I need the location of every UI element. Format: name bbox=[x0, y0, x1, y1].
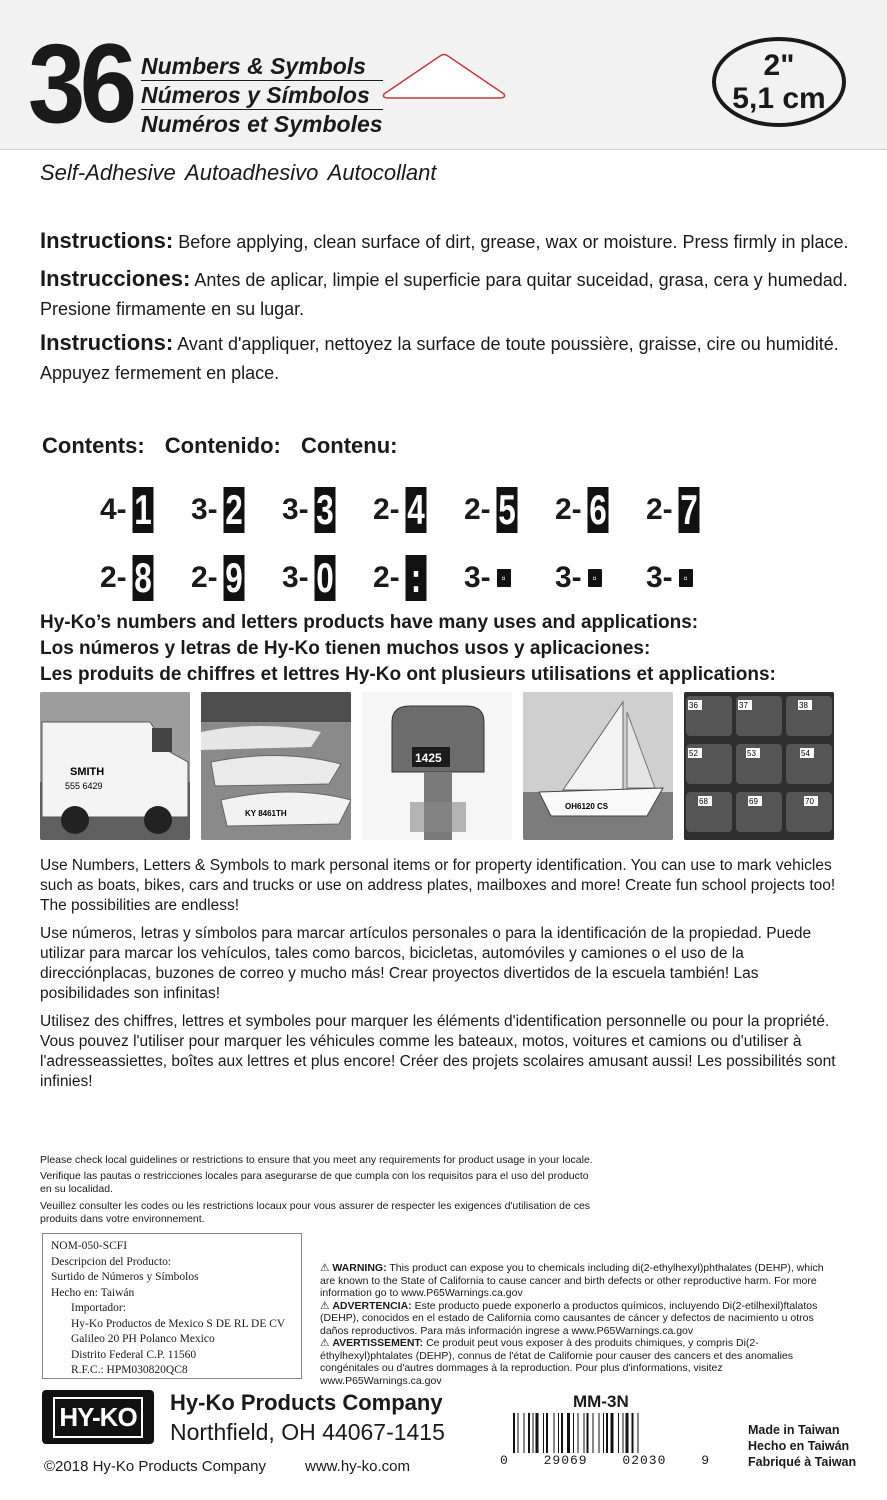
contents-item: 2- 5 bbox=[464, 486, 516, 533]
application-photos bbox=[40, 692, 860, 840]
size-centimeters: 5,1 cm bbox=[732, 82, 826, 115]
contents-item: 2- 8 bbox=[100, 554, 152, 601]
svg-text:38: 38 bbox=[799, 701, 808, 710]
warning-triangle-icon: ⚠ bbox=[320, 1262, 330, 1274]
mailbox-illustration bbox=[362, 692, 512, 840]
contents-item: 2- 7 bbox=[646, 486, 698, 533]
title-english: Numbers & Symbols bbox=[141, 52, 383, 81]
instructions-text: Avant d'appliquer, nettoyez la surface de toute poussière, graisse, cire ou humidité. Appuyez fermement en place. bbox=[40, 334, 839, 383]
contents-item: 2- : bbox=[373, 548, 464, 608]
contents-item: 3- 3 bbox=[282, 486, 334, 533]
warning-english: ⚠ WARNING: This product can expose you to chemicals including di(2-ethylhexyl)phthalates (DEHP), which are known to the State of California to cause cancer and birth defects or other reproductive harm. For more information go to www.P65Warnings.ca.gov bbox=[320, 1262, 824, 1299]
sailboat-photo bbox=[523, 692, 673, 840]
svg-text:555 6429: 555 6429 bbox=[65, 781, 103, 791]
instructions-english bbox=[40, 226, 860, 257]
svg-text:OH6120 CS: OH6120 CS bbox=[565, 802, 609, 811]
mailbox-photo bbox=[362, 692, 512, 840]
import-info-box: NOM-050-SCFI Descripcion del Producto: Surtido de Números y Símbolos Hecho en: Taiwán Importador: Hy-Ko Productos de Mexico S DE RL DE CV Galileo 20 PH Polanco Mexico Distrito Federal C.P. 11560 R.F.C.: HPM030820QC8 bbox=[42, 1233, 302, 1379]
warning-french: ⚠ AVERTISSEMENT: Ce produit peut vous exposer à des produits chimiques, y compris Di(2-éthylhexyl)phtalates (DEHP), connus de l'état de Californie pour causer des cancers et des anomalies congénitales ou d'autres dommages à la reproduction. Pour plus d'informations, visitez www.P65Warnings.ca.gov bbox=[320, 1337, 794, 1387]
product-title bbox=[141, 52, 383, 138]
uses-heading: Hy-Ko’s numbers and letters products have many uses and applications: Los números y letras de Hy-Ko tienen muchos usos y aplicaciones: Les produits de chiffres et lettres Hy-Ko ont plusieurs utilisations et applications: bbox=[40, 612, 776, 685]
copyright: ©2018 Hy-Ko Products Company bbox=[44, 1458, 266, 1475]
svg-text:52: 52 bbox=[689, 749, 698, 758]
adhesive-label: Self-Adhesive Autoadhesivo Autocollant bbox=[40, 160, 437, 185]
website-link[interactable]: www.hy-ko.com bbox=[305, 1458, 411, 1475]
svg-text:37: 37 bbox=[739, 701, 748, 710]
package-header bbox=[0, 0, 887, 150]
uses-paragraph-french: Utilisez des chiffres, lettres et symboles pour marquer les éléments d'identification personnelle ou pour la propriété. Vous pouvez l'utiliser pour marquer les véhicules comme les bateaux, motos, voitures et camions ou d'utiliser à l'adresseassiettes, boîtes aux lettres et plus encore! Créer des projets scolaires amusant aussi! Les possibilités sont infinies! bbox=[40, 1013, 836, 1090]
contents-item: 4- 1 bbox=[100, 486, 152, 533]
contents-item: 2- 9 bbox=[191, 554, 243, 601]
svg-text:SMITH: SMITH bbox=[70, 766, 105, 778]
title-french: Numéros et Symboles bbox=[141, 111, 383, 137]
jetski-illustration bbox=[201, 692, 351, 840]
guidelines-french: Veuillez consulter les codes ou les restrictions locaux pour vous assurer de respecter les exigences d'utilisation de ces produits dans votre environnement. bbox=[40, 1200, 591, 1225]
prop65-warnings bbox=[320, 1262, 840, 1387]
instructions-text: Antes de aplicar, limpie el superficie para quitar suceidad, grasa, cera y humedad. Presione firmamente en su lugar. bbox=[40, 270, 848, 319]
company-address: Northfield, OH 44067-1415 bbox=[170, 1419, 445, 1445]
contents-item: 3- ▫ bbox=[555, 548, 646, 608]
size-inches: 2" bbox=[763, 49, 795, 82]
contents-heading: Contents: Contenido: Contenu: bbox=[42, 433, 398, 458]
instructions-text: Before applying, clean surface of dirt, grease, wax or moisture. Press firmly in place. bbox=[173, 232, 849, 252]
van-illustration bbox=[40, 692, 190, 840]
contents-item: 3- ▫ bbox=[646, 548, 737, 608]
company-name: Hy-Ko Products Company bbox=[170, 1390, 443, 1415]
uses-paragraph-spanish: Use números, letras y símbolos para marcar artículos personales o para la identificación de la propiedad. Puede utilizar para marcar los vehículos, tales como barcos, bicicletas, automóviles y camiones o el uso de la direcciónplacas, buzones de correo y mucho más! Crear proyectos divertidos de la escuela también! Las posibilidades son infinitas! bbox=[40, 925, 812, 1002]
square-symbol-icon: ▫ bbox=[588, 569, 602, 587]
jetski-photo bbox=[201, 692, 351, 840]
hang-hole-icon bbox=[380, 50, 508, 100]
contents-item: 3- 2 bbox=[191, 486, 243, 533]
guidelines-spanish: Verifique las pautas o restricciones locales para asegurarse de que cumpla con los requisitos para el uso del producto en su localidad. bbox=[40, 1170, 589, 1195]
barcode-digits: 0 29069 02030 9 bbox=[500, 1453, 710, 1468]
svg-text:1425: 1425 bbox=[415, 751, 442, 765]
svg-text:70: 70 bbox=[805, 797, 814, 806]
contents-item: 2- 6 bbox=[555, 486, 607, 533]
square-symbol-icon: ▫ bbox=[497, 569, 511, 587]
hyko-logo: HY-KO bbox=[42, 1390, 154, 1444]
contents-grid bbox=[100, 480, 740, 616]
square-symbol-icon: ▫ bbox=[679, 569, 693, 587]
storage-bins-photo bbox=[684, 692, 834, 840]
svg-text:KY 8461TH: KY 8461TH bbox=[245, 809, 287, 818]
contents-item: 3- ▫ bbox=[464, 548, 555, 608]
bins-illustration bbox=[684, 692, 834, 840]
instructions-label: Instructions: bbox=[40, 330, 174, 355]
contents-item: 2- 4 bbox=[373, 486, 425, 533]
svg-text:69: 69 bbox=[749, 797, 758, 806]
instructions-label: Instructions: bbox=[40, 228, 174, 253]
sailboat-illustration bbox=[523, 692, 673, 840]
title-spanish: Números y Símbolos bbox=[141, 81, 383, 110]
instructions-french bbox=[40, 328, 860, 388]
uses-paragraph-english: Use Numbers, Letters & Symbols to mark personal items or for property identification. You can use to mark vehicles such as boats, bikes, cars and trucks or use on address plates, mailboxes and more! Create fun school projects too! The possibilities are endless! bbox=[40, 857, 836, 914]
country-of-origin: Made in Taiwan Hecho en Taiwán Fabriqué à Taiwan bbox=[748, 1423, 857, 1469]
svg-text:36: 36 bbox=[689, 701, 698, 710]
size-badge bbox=[712, 37, 846, 127]
instructions-spanish bbox=[40, 264, 860, 324]
warning-triangle-icon: ⚠ bbox=[320, 1299, 330, 1312]
sku-code: MM-3N bbox=[573, 1392, 629, 1411]
contents-item: 3- 0 bbox=[282, 554, 334, 601]
contents-row bbox=[100, 480, 740, 540]
instructions-label: Instrucciones: bbox=[40, 266, 191, 291]
guidelines-english: Please check local guidelines or restrictions to ensure that you meet any requirements for product usage in your locale. bbox=[40, 1154, 593, 1166]
svg-text:54: 54 bbox=[801, 749, 810, 758]
van-photo bbox=[40, 692, 190, 840]
warning-triangle-icon: ⚠ bbox=[320, 1337, 330, 1349]
svg-text:68: 68 bbox=[699, 797, 708, 806]
svg-text:53: 53 bbox=[747, 749, 756, 758]
warning-spanish: ⚠ ADVERTENCIA: Este producto puede exponerlo a productos químicos, incluyendo Di(2-etilhexil)ftalatos (DEHP), conocidos en el estado de California como causantes de cáncer y defectos de nacimiento u otros daños reproductivos. Para más información ingrese a www.P65Warnings.ca.gov bbox=[320, 1299, 818, 1337]
contents-row bbox=[100, 548, 740, 608]
piece-count: 36 bbox=[28, 21, 132, 146]
